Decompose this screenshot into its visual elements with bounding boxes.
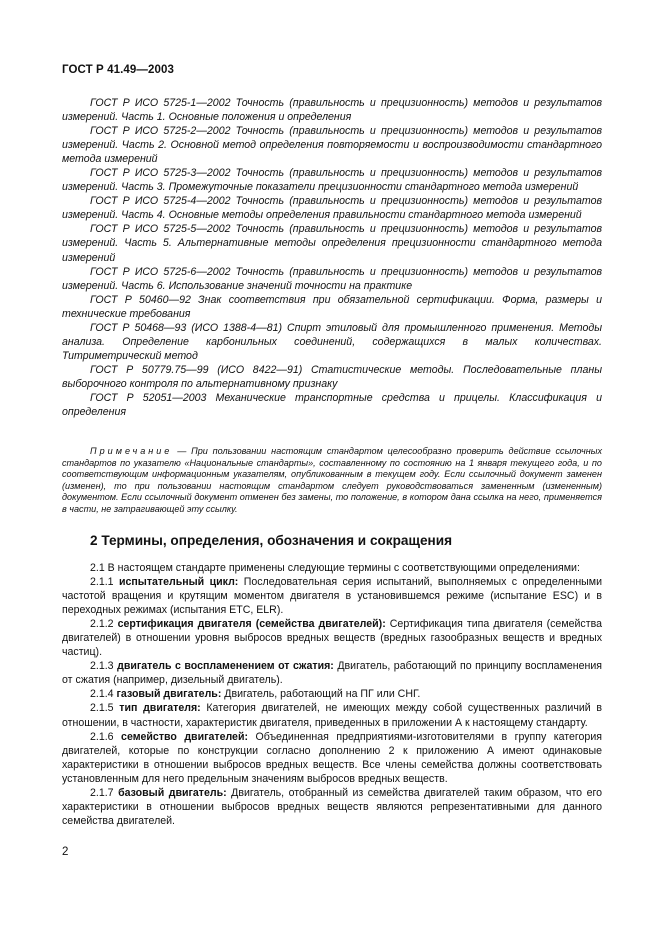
term-name: испытательный цикл: [118,576,239,589]
term-entry [62,786,602,828]
reference-item: ГОСТ Р 50468—93 (ИСО 1388-4—81) Спирт этиловый для промышленного применения. Методы анализа. Определение карбонильных соединений, содержащихся в малых количествах. Титриметрический метод [62,321,602,362]
terms-intro: 2.1 В настоящем стандарте применены следующие термины с соответствующими определениями: [90,562,580,574]
term-definition: Категория двигателей, не имеющих между собой существенных различий в отношении, в частности, характеристик двигателя, приведенных в приложении А к настоящему стандарту. [62,702,603,729]
note-paragraph [62,446,602,516]
term-entry [62,730,602,786]
reference-item: ГОСТ Р 52051—2003 Механические транспортные средства и прицелы. Классификация и определения [62,391,602,419]
term-definition: Двигатель, работающий по принципу воспламенения от сжатия (например, дизельный двигатель). [62,660,602,687]
term-number: 2.1.1 [90,576,114,589]
terms-list [62,561,602,828]
term-definition: Двигатель, работающий на ПГ или СНГ. [224,688,421,701]
term-definition: Сертификация типа двигателя (семейства двигателей) в отношении уровня выбросов вредных веществ (вредных газообразных веществ и вредных частиц). [62,618,602,659]
term-entry [62,617,602,659]
reference-item: ГОСТ Р ИСО 5725-2—2002 Точность (правильность и прецизионность) методов и результатов измерений. Часть 2. Основной метод определения повторяемости и воспроизводимости стандартного метода измерений [62,125,602,166]
term-number: 2.1.6 [90,730,114,743]
term-number: 2.1.4 [90,688,114,701]
reference-item: ГОСТ Р ИСО 5725-5—2002 Точность (правильность и прецизионность) методов и результатов измерений. Часть 5. Альтернативные методы определения прецизионности стандартного метода измерений [62,223,602,264]
term-number: 2.1.3 [90,660,114,673]
term-name: газовый двигатель: [116,688,222,701]
term-name: сертификация двигателя (семейства двигателей): [117,618,386,631]
running-header: ГОСТ Р 41.49—2003 [62,64,174,76]
term-definition: Последовательная серия испытаний, выполняемых с определенными частотой вращения и крутящим моментом двигателя в установившемся режиме (испытание ESC) и в переходных режимах (испытания ETC, ELR). [62,576,602,617]
term-name: базовый двигатель: [118,786,227,799]
term-definition: Объединенная предприятиями-изготовителями в группу категория двигателей, которые по конструкции согласно дополнению 2 к приложению А имеют одинаковые характеристики в отношении выбросов вредных веществ. Все члены семейства должны соответствовать установленным для него предельным значениям выбросов вредных веществ. [62,730,602,785]
page-number: 2 [62,846,69,858]
term-name: тип двигателя: [119,702,201,715]
term-name: семейство двигателей: [121,730,248,743]
reference-item: ГОСТ Р 50779.75—99 (ИСО 8422—91) Статистические методы. Последовательные планы выборочного контроля по альтернативному признаку [62,363,602,390]
reference-item: ГОСТ Р ИСО 5725-3—2002 Точность (правильность и прецизионность) методов и результатов измерений. Часть 3. Промежуточные показатели прецизионности стандартного метода измерений [62,167,602,194]
section-title: 2 Термины, определения, обозначения и сокращения [90,533,453,548]
term-entry [62,687,602,701]
note-text: — При пользовании настоящим стандартом целесообразно проверить действие ссылочных стандартов по указателю «Национальные стандарты», составленному по состоянию на 1 января текущего года, и по соответствующим информационным указателям, опубликованным в текущем году. Если ссылочный документ заменен (изменен), то при пользовании настоящим стандартом следует руководствоваться замененным (измененным) документом. Если ссылочный документ отменен без замены, то положение, в котором дана ссылка на него, применяется в части, не затрагивающей эту ссылку. [62,446,603,514]
term-entry [62,575,602,617]
normative-references-list [62,96,602,419]
term-definition: Двигатель, отобранный из семейства двигателей таким образом, что его характеристики в отношении выбросов вредных веществ являются репрезентативными для данного семейства двигателей. [62,786,602,827]
term-name: двигатель с воспламенением от сжатия: [117,660,334,673]
term-number: 2.1.2 [90,618,114,631]
term-number: 2.1.7 [90,786,114,799]
reference-item: ГОСТ Р ИСО 5725-4—2002 Точность (правильность и прецизионность) методов и результатов измерений. Часть 4. Основные методы определения правильности стандартного метода измерений [62,195,602,222]
note-block [62,446,602,516]
reference-item: ГОСТ Р ИСО 5725-1—2002 Точность (правильность и прецизионность) методов и результатов измерений. Часть 1. Основные положения и определения [62,97,602,124]
term-number: 2.1.5 [90,702,114,715]
reference-item: ГОСТ Р ИСО 5725-6—2002 Точность (правильность и прецизионность) методов и результатов измерений. Часть 6. Использование значений точности на практике [62,265,602,292]
term-entry [62,701,602,729]
note-label: Примечание [90,446,173,456]
reference-item: ГОСТ Р 50460—92 Знак соответствия при обязательной сертификации. Форма, размеры и технические требования [62,293,602,320]
term-entry [62,659,602,687]
